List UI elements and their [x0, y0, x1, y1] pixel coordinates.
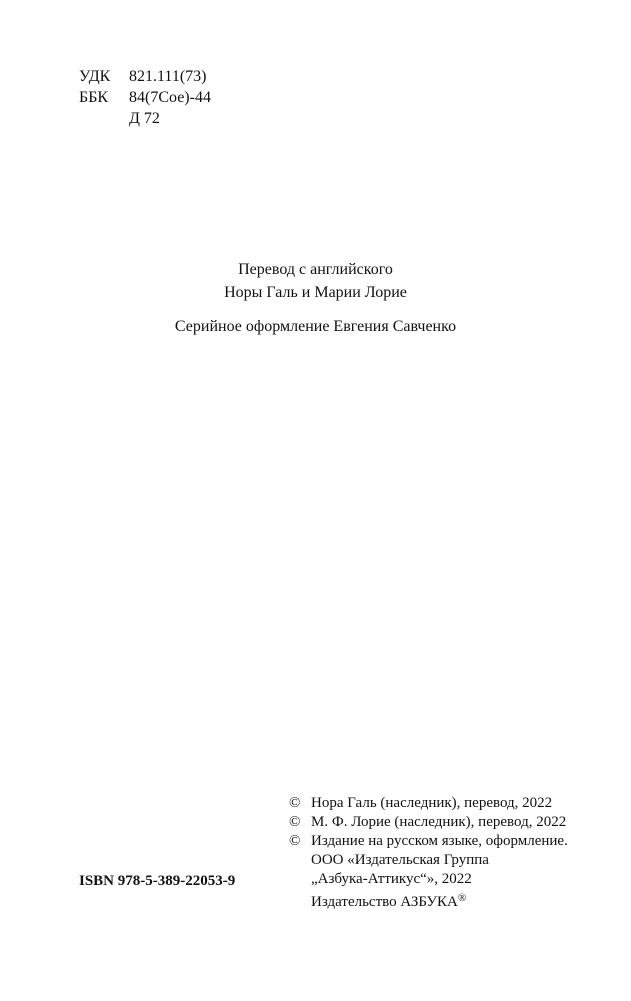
copyright-symbol: ©: [289, 814, 301, 830]
classification-block: [79, 66, 211, 129]
registered-trademark-mark: ®: [457, 892, 467, 904]
copyright-line: [289, 813, 568, 832]
series-design-credit: Серийное оформление Евгения Савченко: [174, 318, 457, 335]
copyright-symbol: ©: [289, 833, 301, 849]
copyright-text-3: Издание на русском языке, оформление.: [311, 833, 568, 849]
author-mark-spacer: [79, 108, 129, 129]
copyright-text-2: М. Ф. Лорие (наследник), перевод, 2022: [311, 814, 567, 830]
bbk-row: [79, 87, 211, 108]
copyright-line: [289, 794, 568, 813]
author-mark-row: [79, 108, 211, 129]
copyright-text-5: „Азбука-Аттикус“», 2022: [311, 871, 472, 887]
copyright-text-6-row: [289, 889, 568, 912]
author-mark: Д 72: [129, 110, 160, 127]
isbn: ISBN 978-5-389-22053-9: [79, 873, 236, 889]
copyright-block: [289, 794, 568, 912]
copyright-text-4: ООО «Издательская Группа: [311, 852, 489, 868]
udk-value: 821.111(73): [129, 68, 207, 85]
translation-line-1: Перевод с английского: [238, 261, 393, 278]
translation-credit: [0, 258, 631, 304]
bbk-value: 84(7Сое)-44: [129, 89, 211, 106]
udk-label: УДК: [79, 68, 111, 85]
copyright-symbol: ©: [289, 795, 301, 811]
translation-line-2: Норы Галь и Марии Лорие: [224, 284, 407, 301]
copyright-text-6: Издательство АЗБУКА: [311, 894, 458, 910]
copyright-line: [289, 832, 568, 851]
udk-row: [79, 66, 211, 87]
bbk-label: ББК: [79, 89, 109, 106]
copyright-text-1: Нора Галь (наследник), перевод, 2022: [311, 795, 553, 811]
